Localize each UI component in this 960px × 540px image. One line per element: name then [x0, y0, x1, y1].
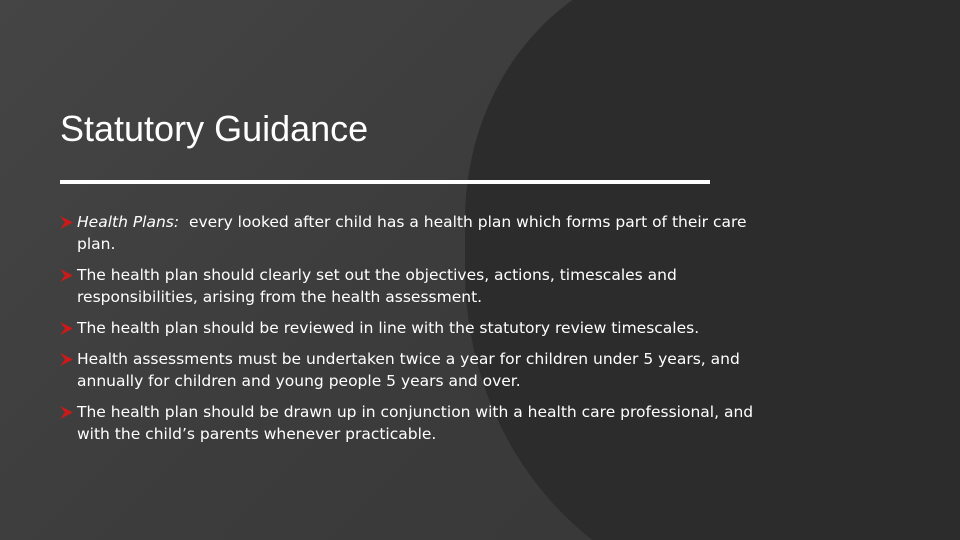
bullet-text: Health assessments must be undertaken twice a year for children under 5 years, and annually for children and young people 5 years and over. — [77, 350, 740, 390]
bullet-text: every looked after child has a health plan which forms part of their care plan. — [77, 213, 752, 253]
bullet-emphasis: Health Plans: — [77, 213, 180, 231]
bullet-item — [60, 348, 760, 392]
bullet-item — [60, 211, 760, 255]
arrow-bullet-icon — [60, 269, 73, 282]
bullet-text: The health plan should clearly set out the objectives, actions, timescales and responsibilities, arising from the health assessment. — [77, 266, 677, 306]
arrow-bullet-icon — [60, 216, 73, 229]
bullet-item — [60, 401, 760, 445]
arrow-bullet-icon — [60, 322, 73, 335]
bullet-item — [60, 317, 760, 339]
arrow-bullet-icon — [60, 353, 73, 366]
bullet-item — [60, 264, 760, 308]
bullet-text: The health plan should be drawn up in conjunction with a health care professional, and with the child’s parents whenever practicable. — [77, 403, 754, 443]
slide-title: Statutory Guidance — [60, 108, 369, 149]
arrow-bullet-icon — [60, 406, 73, 419]
title-underline — [60, 180, 710, 184]
bullet-text: The health plan should be reviewed in line with the statutory review timescales. — [77, 319, 700, 337]
bullet-list — [60, 211, 760, 454]
